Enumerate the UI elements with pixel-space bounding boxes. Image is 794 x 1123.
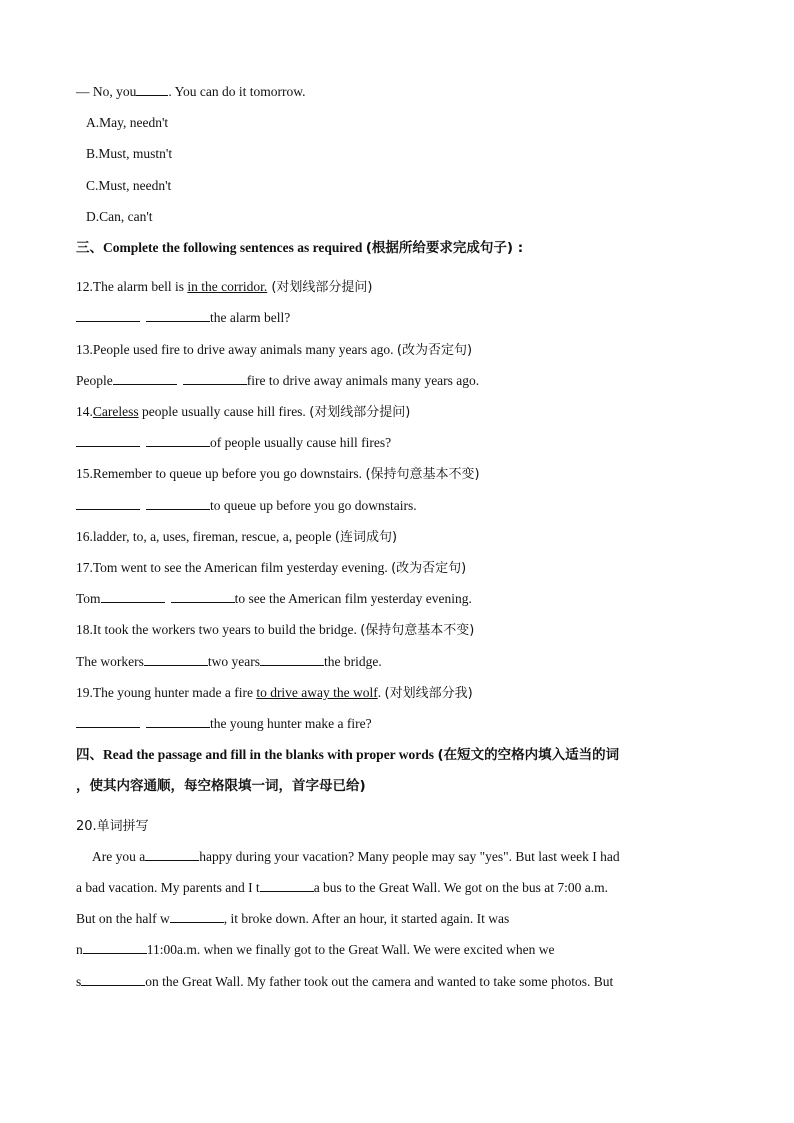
q15-text: 15.Remember to queue up before you go downstairs. <box>76 466 366 481</box>
q14-prefix: 14. <box>76 404 93 419</box>
q15-instruction: (保持句意基本不变) <box>365 467 480 482</box>
q12-underlined: in the corridor. <box>187 279 268 294</box>
answer-blank[interactable] <box>136 83 168 96</box>
q18-answer-mid: two years <box>207 654 260 669</box>
q14-text: people usually cause hill fires. <box>138 404 310 419</box>
answer-blank[interactable] <box>76 715 140 728</box>
q12-answer-suffix: the alarm bell? <box>210 310 291 325</box>
q11-suffix: . You can do it tomorrow. <box>168 84 306 99</box>
answer-blank[interactable] <box>260 653 324 666</box>
q19-text: 19.The young hunter made a fire <box>76 685 257 700</box>
q12-prefix: 12.The alarm bell is <box>76 279 188 294</box>
q13-answer-prefix: People <box>76 373 113 388</box>
q12-instruction: (对划线部分提问) <box>267 280 373 295</box>
q19-tail: . <box>377 685 385 700</box>
q19-answer <box>76 715 372 733</box>
passage-text: a bus to the Great Wall. We got on the bus at 7:00 a.m. <box>313 880 608 895</box>
answer-blank[interactable] <box>76 497 140 510</box>
answer-blank[interactable] <box>81 973 145 986</box>
answer-blank[interactable] <box>83 941 147 954</box>
passage-text: n <box>76 942 83 957</box>
q17-answer-prefix: Tom <box>76 591 101 606</box>
q11-option-a[interactable]: A.May, needn't <box>86 115 169 130</box>
q11-option-c[interactable]: C.Must, needn't <box>86 178 172 193</box>
section4-heading-line1 <box>76 746 619 764</box>
answer-blank[interactable] <box>183 372 247 385</box>
section4-heading-line2 <box>76 777 366 795</box>
q11-option-b[interactable]: B.Must, mustn't <box>86 146 173 161</box>
q12-question <box>76 278 372 297</box>
q20-passage-line1 <box>76 848 620 866</box>
q16-text: 16.ladder, to, a, uses, fireman, rescue, a, people <box>76 529 335 544</box>
q18-answer-suffix: the bridge. <box>323 654 382 669</box>
section4-heading-cn-2: ，使其内容通顺，每空格限填一词，首字母已给) <box>76 778 366 794</box>
passage-text: on the Great Wall. My father took out the camera and wanted to take some photos. But <box>145 974 614 989</box>
q13-question <box>76 341 472 360</box>
answer-blank[interactable] <box>146 434 210 447</box>
q14-instruction: (对划线部分提问) <box>309 405 411 420</box>
answer-blank[interactable] <box>146 497 210 510</box>
q14-answer-suffix: of people usually cause hill fires? <box>210 435 392 450</box>
section3-heading <box>76 239 523 257</box>
q11-stem <box>76 83 306 101</box>
q17-text: 17.Tom went to see the American film yesterday evening. <box>76 560 392 575</box>
answer-blank[interactable] <box>76 309 140 322</box>
q13-instruction: (改为否定句) <box>396 343 473 358</box>
section4-heading-en: 四、Read the passage and fill in the blanks with proper words <box>76 747 438 762</box>
q20-passage-line3 <box>76 910 509 928</box>
q16-instruction: (连词成句) <box>334 530 398 545</box>
q18-text: 18.It took the workers two years to build the bridge. <box>76 622 361 637</box>
passage-text: a bad vacation. My parents and I t <box>76 880 260 895</box>
q20-title <box>76 817 149 836</box>
passage-text: s <box>76 974 82 989</box>
q19-answer-suffix: the young hunter make a fire? <box>210 716 372 731</box>
q13-answer-suffix: fire to drive away animals many years ago. <box>246 373 480 388</box>
q20-passage-line2 <box>76 879 608 897</box>
answer-blank[interactable] <box>146 309 210 322</box>
q13-text: 13.People used fire to drive away animals many years ago. <box>76 342 397 357</box>
q16-question <box>76 528 397 547</box>
section4-heading-cn-1: (在短文的空格内填入适当的词 <box>437 747 620 763</box>
q19-underlined: to drive away the wolf <box>256 685 378 700</box>
answer-blank[interactable] <box>260 879 314 892</box>
q14-underlined: Careless <box>92 404 139 419</box>
answer-blank[interactable] <box>76 434 140 447</box>
q18-answer-prefix: The workers <box>76 654 144 669</box>
answer-blank[interactable] <box>170 910 224 923</box>
q17-answer <box>76 590 472 608</box>
answer-blank[interactable] <box>101 590 165 603</box>
answer-blank[interactable] <box>144 653 208 666</box>
passage-text: happy during your vacation? Many people may say "yes". But last week I had <box>199 849 620 864</box>
passage-text: But on the half w <box>76 911 170 926</box>
section3-heading-cn: (根据所给要求完成句子) : <box>365 240 524 256</box>
q15-answer-suffix: to queue up before you go downstairs. <box>210 498 417 513</box>
q14-answer <box>76 434 391 452</box>
answer-blank[interactable] <box>171 590 235 603</box>
q20-passage-line5 <box>76 973 613 991</box>
passage-text: 11:00a.m. when we finally got to the Great Wall. We were excited when we <box>146 942 555 957</box>
q14-question <box>76 403 410 422</box>
q17-question <box>76 559 466 578</box>
q11-option-d[interactable]: D.Can, can't <box>86 209 153 224</box>
q18-instruction: (保持句意基本不变) <box>360 623 475 638</box>
answer-blank[interactable] <box>113 372 177 385</box>
section3-heading-en: 三、Complete the following sentences as required <box>76 240 366 255</box>
q15-question <box>76 465 480 484</box>
q18-answer <box>76 653 382 671</box>
q15-answer <box>76 497 417 515</box>
q19-question <box>76 684 473 703</box>
answer-blank[interactable] <box>145 848 199 861</box>
q11-prefix: — No, you <box>76 84 137 99</box>
q20-passage-line4 <box>76 941 554 959</box>
q20-title-text: 20.单词拼写 <box>76 819 149 834</box>
q19-instruction: (对划线部分我) <box>384 686 473 701</box>
answer-blank[interactable] <box>146 715 210 728</box>
passage-text: , it broke down. After an hour, it started again. It was <box>223 911 510 926</box>
q13-answer <box>76 372 479 390</box>
q17-instruction: (改为否定句) <box>391 561 467 576</box>
q12-answer <box>76 309 290 327</box>
passage-text: Are you a <box>92 849 146 864</box>
q17-answer-suffix: to see the American film yesterday evening. <box>234 591 472 606</box>
q18-question <box>76 621 474 640</box>
